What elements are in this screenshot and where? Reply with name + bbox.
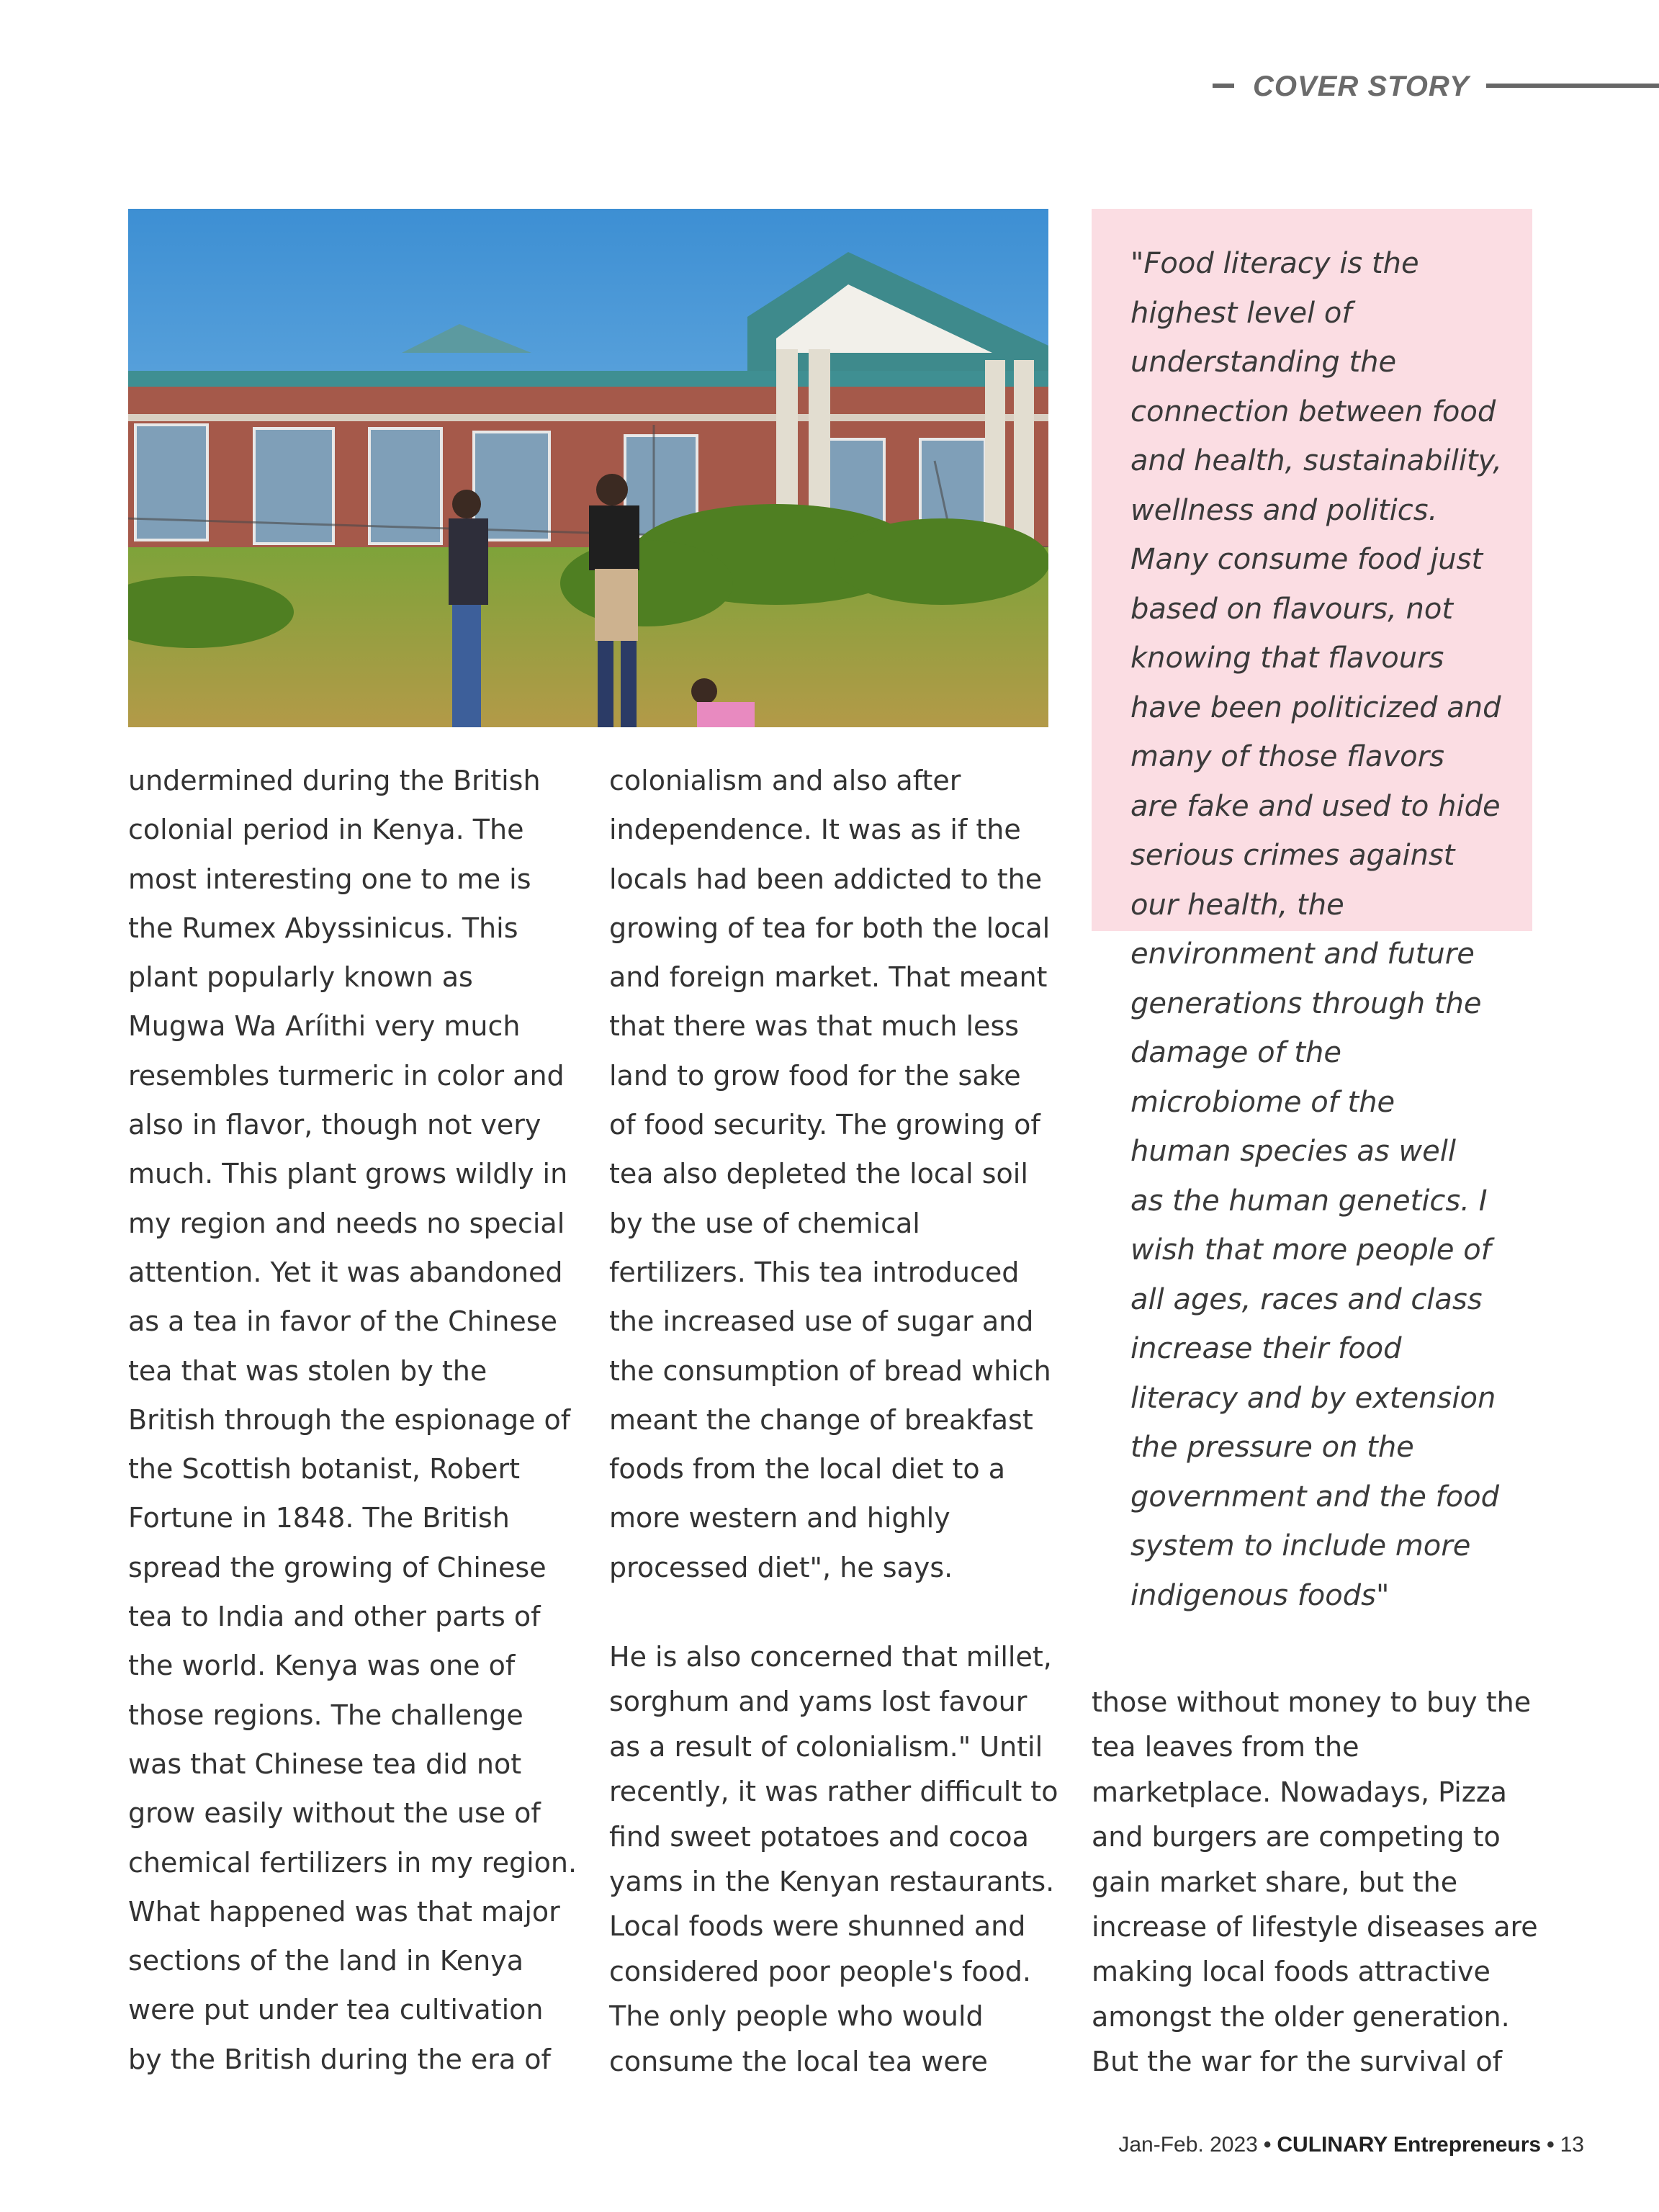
body-line: the Scottish botanist, Robert <box>128 1453 521 1485</box>
body-line: by the use of chemical <box>609 1207 920 1239</box>
pull-quote-line: system to include more <box>1130 1529 1471 1563</box>
body-line: tea leaves from the <box>1092 1731 1359 1763</box>
body-line: sorghum and yams lost favour <box>609 1686 1028 1718</box>
body-line: much. This plant grows wildly in <box>128 1158 568 1190</box>
pull-quote-line: highest level of <box>1130 296 1352 330</box>
body-line: find sweet potatoes and cocoa <box>609 1820 1029 1853</box>
pull-quote-line: our health, the <box>1130 888 1344 922</box>
pull-quote-line: all ages, races and class <box>1130 1282 1483 1316</box>
body-line: He is also concerned that millet, <box>609 1641 1052 1673</box>
pull-quote-line: human species as well <box>1130 1135 1456 1168</box>
body-line: independence. It was as if the <box>609 814 1021 846</box>
pull-quote-line: indigenous foods" <box>1130 1578 1390 1612</box>
pull-quote-line: the pressure on the <box>1130 1431 1414 1464</box>
pull-quote-line: have been politicized and <box>1130 691 1501 724</box>
page-number: 13 <box>1560 2133 1584 2157</box>
body-line: marketplace. Nowadays, Pizza <box>1092 1776 1507 1808</box>
pull-quote-line: environment and future <box>1130 938 1475 971</box>
pull-quote-line: serious crimes against <box>1130 839 1455 872</box>
body-line: growing of tea for both the local <box>609 912 1051 944</box>
body-line: plant popularly known as <box>128 961 473 994</box>
body-line: amongst the older generation. <box>1092 2000 1510 2033</box>
body-column-2-bottom <box>609 1635 1058 2084</box>
body-line: gain market share, but the <box>1092 1866 1458 1898</box>
body-line: the world. Kenya was one of <box>128 1650 516 1682</box>
body-line: fertilizers. This tea introduced <box>609 1256 1020 1288</box>
section-tag <box>1213 66 1659 107</box>
tag-rule <box>1486 84 1659 88</box>
pull-quote-line: increase their food <box>1130 1332 1402 1365</box>
body-line: my region and needs no special <box>128 1207 565 1239</box>
body-column-1 <box>128 756 577 2084</box>
body-line: increase of lifestyle diseases are <box>1092 1911 1538 1943</box>
pull-quote-line: and health, sustainability, <box>1130 444 1502 477</box>
body-line: undermined during the British <box>128 765 541 796</box>
bullet-separator: • <box>1263 2133 1272 2157</box>
pull-quote <box>1092 209 1532 1612</box>
body-line: Local foods were shunned and <box>609 1910 1026 1943</box>
body-line: locals had been addicted to the <box>609 863 1043 895</box>
pull-quote-line: many of those flavors <box>1130 740 1444 773</box>
pull-quote-line: damage of the <box>1130 1036 1342 1069</box>
body-line: chemical fertilizers in my region. <box>128 1846 577 1879</box>
body-line: sections of the land in Kenya <box>128 1945 523 1977</box>
body-line: as a tea in favor of the Chinese <box>128 1305 557 1338</box>
body-line: also in flavor, though not very <box>128 1109 541 1141</box>
body-column-3 <box>1092 1680 1538 2085</box>
pull-quote-line: literacy and by extension <box>1130 1381 1496 1415</box>
body-line: land to grow food for the sake <box>609 1059 1021 1092</box>
footer-publication: CULINARY Entrepreneurs <box>1277 2133 1542 2157</box>
body-line: the increased use of sugar and <box>609 1305 1034 1338</box>
pull-quote-line: Many consume food just <box>1130 543 1483 576</box>
body-line: yams in the Kenyan restaurants. <box>609 1866 1055 1898</box>
body-line: The only people who would <box>609 2000 984 2033</box>
body-line: Fortune in 1848. The British <box>128 1502 510 1534</box>
body-column-2-top <box>609 756 1051 1592</box>
body-line: those without money to buy the <box>1092 1686 1532 1718</box>
body-line: more western and highly <box>609 1502 950 1534</box>
body-line: colonial period in Kenya. The <box>128 814 524 846</box>
body-line: attention. Yet it was abandoned <box>128 1256 563 1288</box>
body-line: tea that was stolen by the <box>128 1354 487 1387</box>
body-line: Mugwa Wa Aríithi very much <box>128 1010 521 1043</box>
body-line: the Rumex Abyssinicus. This <box>128 912 518 944</box>
pull-quote-line: are fake and used to hide <box>1130 789 1501 823</box>
body-line: of food security. The growing of <box>609 1109 1040 1141</box>
body-line: and foreign market. That meant <box>609 961 1048 994</box>
pull-quote-line: "Food literacy is the <box>1130 247 1419 280</box>
footer-issue: Jan-Feb. 2023 <box>1118 2133 1258 2157</box>
pull-quote-line: microbiome of the <box>1130 1085 1395 1119</box>
body-line: What happened was that major <box>128 1895 560 1928</box>
body-line: recently, it was rather difficult to <box>609 1776 1058 1808</box>
body-line: foods from the local diet to a <box>609 1453 1005 1485</box>
body-line: grow easily without the use of <box>128 1797 541 1830</box>
body-line: tea also depleted the local soil <box>609 1158 1028 1190</box>
pull-quote-line: knowing that flavours <box>1130 642 1444 675</box>
section-tag-label: COVER STORY <box>1253 71 1470 102</box>
body-line: as a result of colonialism." Until <box>609 1730 1043 1763</box>
body-line: by the British during the era of <box>128 2043 551 2075</box>
body-line: and burgers are competing to <box>1092 1821 1501 1853</box>
body-line: the consumption of bread which <box>609 1354 1051 1387</box>
body-line: considered poor people's food. <box>609 1955 1031 1987</box>
body-line: meant the change of breakfast <box>609 1403 1033 1436</box>
pull-quote-line: based on flavours, not <box>1130 592 1454 626</box>
page-footer <box>936 2133 1584 2157</box>
body-line: spread the growing of Chinese <box>128 1551 547 1583</box>
body-line: processed diet", he says. <box>609 1551 953 1583</box>
pull-quote-line: as the human genetics. I <box>1130 1184 1488 1218</box>
body-line: colonialism and also after <box>609 765 961 796</box>
bullet-separator: • <box>1547 2133 1555 2157</box>
garden-photo-icon <box>128 209 1048 727</box>
body-line: But the war for the survival of <box>1092 2046 1502 2078</box>
pull-quote-line: wish that more people of <box>1130 1233 1491 1267</box>
pull-quote-line: understanding the <box>1130 346 1397 379</box>
body-line: consume the local tea were <box>609 2045 988 2077</box>
body-line: tea to India and other parts of <box>128 1601 541 1633</box>
body-line: British through the espionage of <box>128 1403 571 1436</box>
body-line: was that Chinese tea did not <box>128 1748 522 1780</box>
body-line: that there was that much less <box>609 1010 1020 1043</box>
body-line: resembles turmeric in color and <box>128 1059 565 1092</box>
pull-quote-line: generations through the <box>1130 986 1482 1020</box>
body-line: most interesting one to me is <box>128 863 531 895</box>
body-line: were put under tea cultivation <box>128 1994 544 2026</box>
tag-dash <box>1213 84 1234 88</box>
pull-quote-line: connection between food <box>1130 395 1496 428</box>
body-line: making local foods attractive <box>1092 1956 1491 1988</box>
pull-quote-line: wellness and politics. <box>1130 493 1438 527</box>
pull-quote-line: government and the food <box>1130 1480 1500 1514</box>
garden-photo <box>128 209 1048 727</box>
body-line: those regions. The challenge <box>128 1699 523 1731</box>
